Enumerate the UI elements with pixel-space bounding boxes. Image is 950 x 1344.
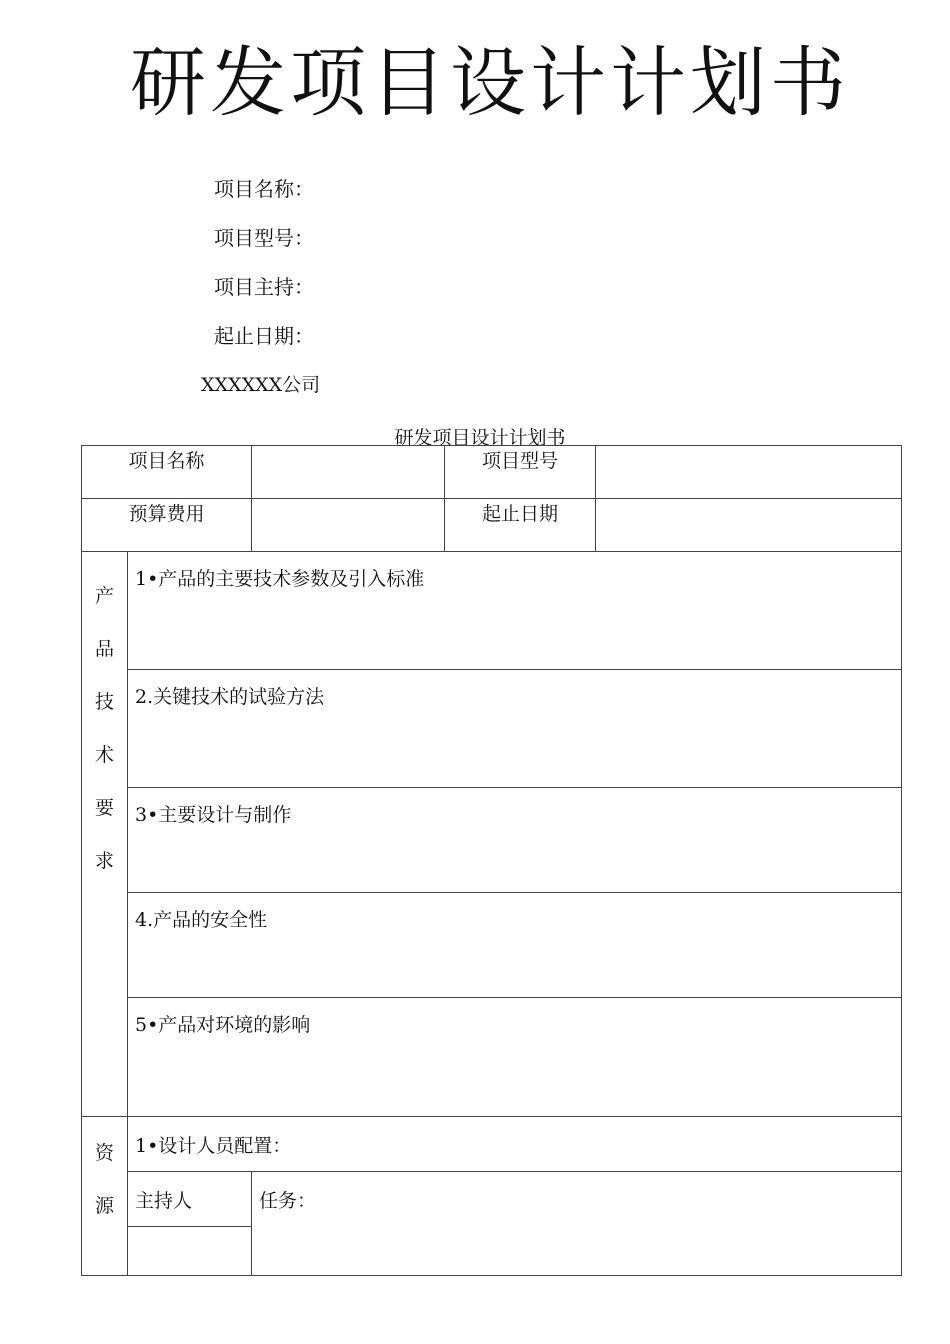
plan-table xyxy=(81,445,902,1276)
tech-label-char: 品 xyxy=(94,638,114,660)
project-name-value[interactable] xyxy=(252,446,445,499)
tech-item-environment[interactable]: 5•产品对环境的影响 xyxy=(128,998,902,1117)
project-model-label: 项目型号 xyxy=(445,446,596,499)
table-row xyxy=(82,446,902,499)
tech-item-safety[interactable]: 4.产品的安全性 xyxy=(128,893,902,998)
resources-label xyxy=(82,1117,128,1276)
tech-item-test-methods[interactable]: 2.关键技术的试验方法 xyxy=(128,670,902,788)
staff-heading: 1•设计人员配置： xyxy=(128,1117,902,1172)
table-row xyxy=(82,552,902,670)
table-row xyxy=(82,788,902,893)
project-name-label: 项目名称 xyxy=(82,446,252,499)
task-label[interactable]: 任务： xyxy=(252,1172,902,1276)
tech-requirements-label xyxy=(82,552,128,1117)
table-row xyxy=(82,893,902,998)
host-label: 主持人 xyxy=(128,1172,252,1227)
tech-label-char: 术 xyxy=(94,744,114,766)
tech-label-char: 产 xyxy=(94,585,114,607)
table-row xyxy=(82,1117,902,1172)
host-value[interactable] xyxy=(128,1227,252,1276)
table-row xyxy=(82,998,902,1117)
date-range-label: 起止日期 xyxy=(445,499,596,552)
project-model-value[interactable] xyxy=(596,446,902,499)
resource-label-char: 资 xyxy=(94,1142,114,1164)
tech-label-char: 技 xyxy=(94,691,114,713)
cover-project-name-label: 项目名称： xyxy=(214,177,314,201)
cover-project-model-label: 项目型号： xyxy=(214,226,314,250)
tech-item-parameters[interactable]: 1•产品的主要技术参数及引入标准 xyxy=(128,552,902,670)
date-range-value[interactable] xyxy=(596,499,902,552)
table-row xyxy=(82,1172,902,1227)
tech-item-design-production[interactable]: 3•主要设计与制作 xyxy=(128,788,902,893)
company-name: XXXXXX公司 xyxy=(201,374,321,396)
resource-label-char: 源 xyxy=(94,1195,114,1217)
cover-date-range-label: 起止日期： xyxy=(214,324,314,348)
budget-value[interactable] xyxy=(252,499,445,552)
table-row xyxy=(82,670,902,788)
table-caption: 研发项目设计计划书 xyxy=(394,427,566,449)
page-title: 研发项目设计计划书 xyxy=(130,38,850,127)
tech-label-char: 求 xyxy=(94,850,114,872)
cover-project-host-label: 项目主持： xyxy=(214,275,314,299)
table-row xyxy=(82,499,902,552)
budget-label: 预算费用 xyxy=(82,499,252,552)
tech-label-char: 要 xyxy=(94,797,114,819)
